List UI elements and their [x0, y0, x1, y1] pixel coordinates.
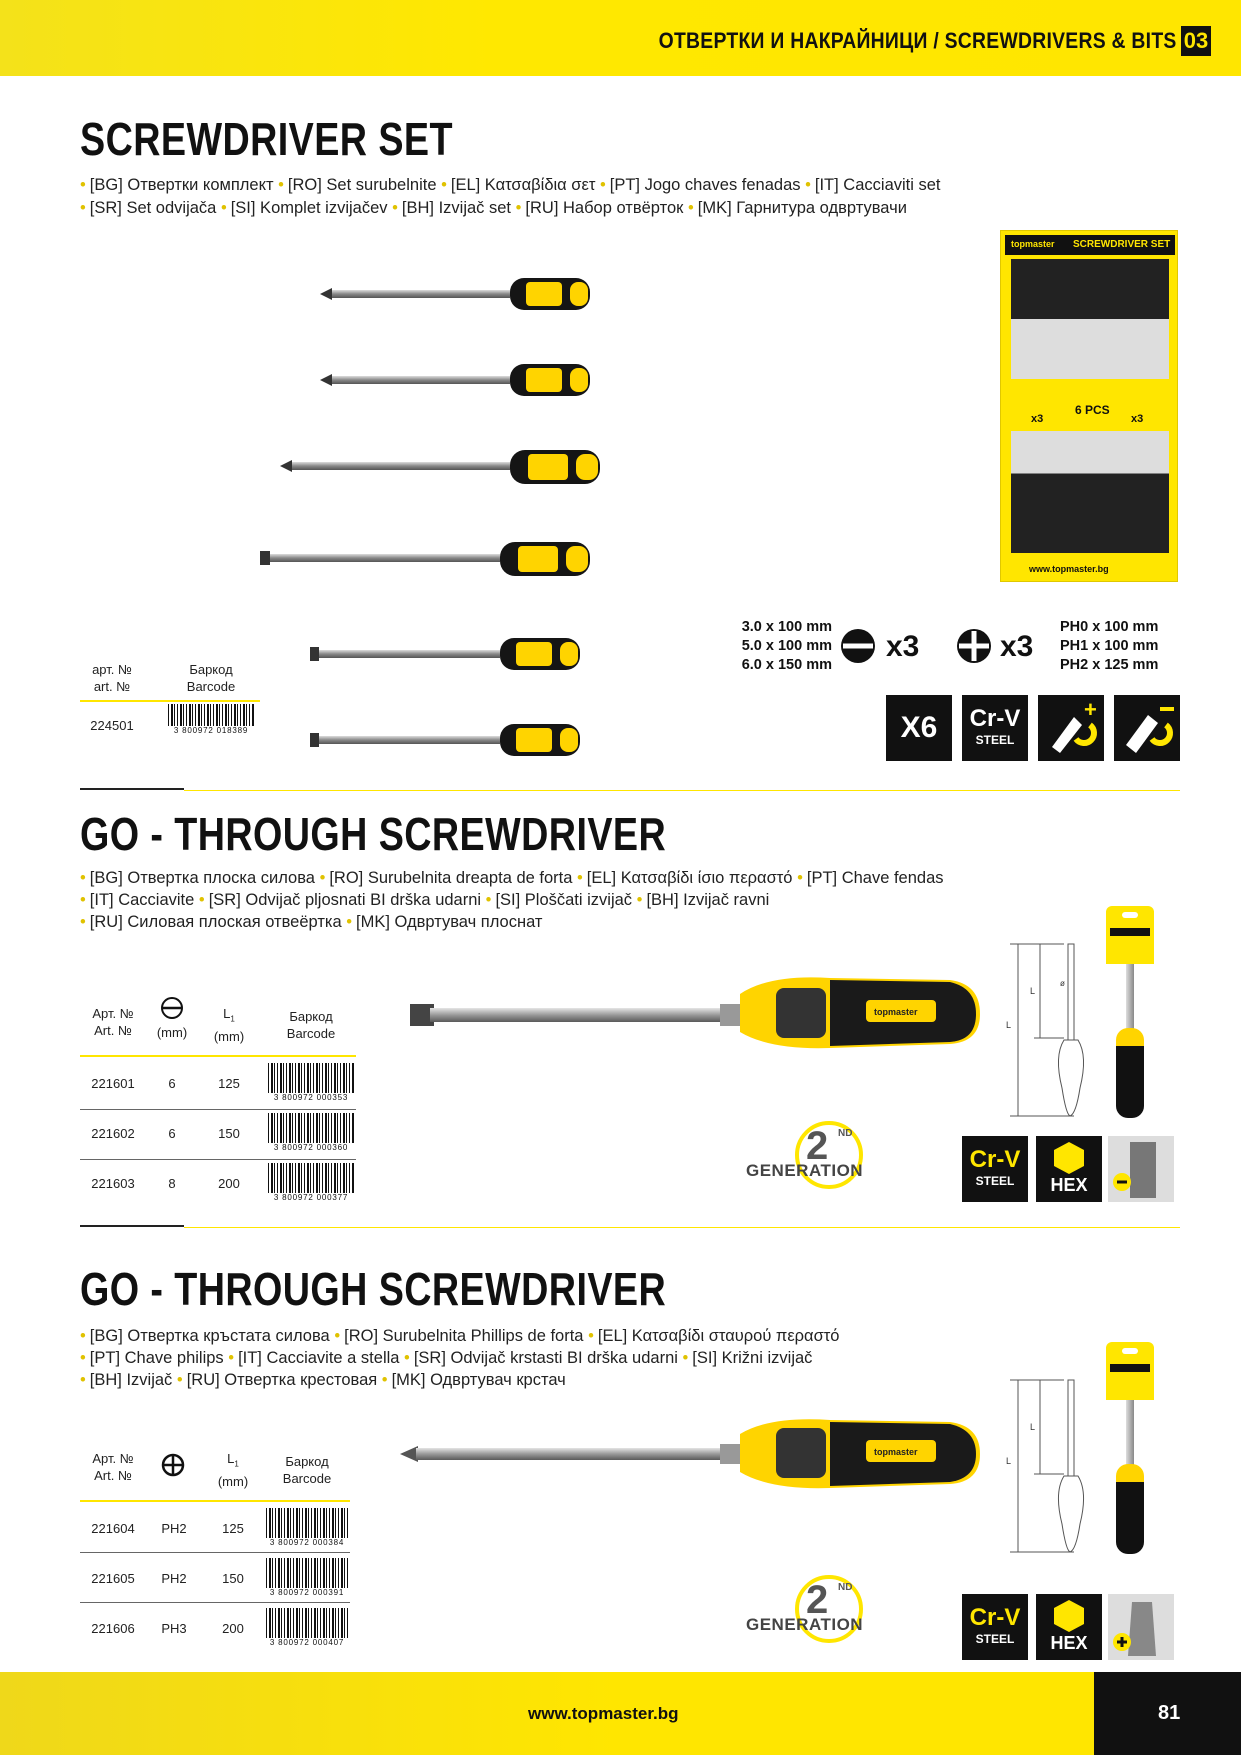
section3-translations-line3: • [BH] Izvijač • [RU] Отвертка крестовая • [MK] Одвртувач крстач [80, 1371, 566, 1389]
package-url: www.topmaster.bg [1029, 564, 1109, 574]
page-number: 81 [1158, 1702, 1181, 1724]
package-image [1000, 230, 1178, 582]
section3-title: GO - THROUGH SCREWDRIVER [80, 1263, 667, 1315]
dimension-diagram [1004, 938, 1104, 1120]
diagram-label-L: L [1006, 1020, 1012, 1030]
package-label: SCREWDRIVER SET [1073, 239, 1171, 250]
product-brand: topmaster [874, 1447, 918, 1457]
table2-barcode-header: Баркод Barcode [286, 1009, 336, 1041]
screwdriver-6 [310, 724, 580, 756]
table1-barcode-header: Баркод Barcode [186, 662, 236, 694]
section1-title: SCREWDRIVER SET [80, 113, 453, 165]
slotted-screwdriver-image [410, 966, 990, 1056]
svg-text:+: + [1084, 697, 1097, 722]
crv-steel-badge: Cr-V STEEL [962, 1136, 1028, 1202]
table3-length-header: $L_1$ (mm) [217, 1451, 249, 1489]
generation-logo: 2 ND GENERATION [746, 1120, 906, 1194]
table2-size-header: (mm) [152, 996, 192, 1041]
diagram-label-L: L [1006, 1456, 1012, 1466]
table2-row: 221601 6 125 3 800972 000353 [80, 1059, 356, 1105]
table2-row: 221602 6 150 3 800972 000360 [80, 1109, 356, 1155]
table1-row-barcode: 3 800972 018389 [166, 704, 256, 734]
slotted-size-icon [160, 996, 184, 1020]
table2-length-header: $L_1$ (mm) [213, 1006, 245, 1044]
crv-steel-badge: Cr-V STEEL [962, 1594, 1028, 1660]
package-pcs: 6 PCS [1075, 403, 1110, 417]
section1-translations-line1: • [BG] Отвертки комплект • [RO] Set surubelnite • [EL] Κατσαβίδια σετ • [PT] Jogo chaves fenadas • [IT] Cacciaviti set [80, 176, 941, 194]
hex-badge: HEX [1036, 1136, 1102, 1202]
hex-badge: HEX [1036, 1594, 1102, 1660]
dimension-diagram [1004, 1374, 1104, 1556]
table1-art-header: арт. № art. № [92, 662, 132, 694]
table3-art-header: Арт. № Art. № [92, 1451, 134, 1483]
magnetic-slotted-badge [1114, 695, 1180, 761]
section2-translations-line2: • [IT] Cacciavite • [SR] Odvijač pljosnati BI drška udarni • [SI] Ploščati izvijač • [BH] Izvijač ravni [80, 891, 770, 909]
screwdriver-4 [260, 542, 590, 576]
phillips-tip-badge [1108, 1594, 1174, 1660]
screwdriver-5 [310, 638, 580, 670]
hanging-package-image [1106, 1342, 1154, 1560]
header-title: ОТВЕРТКИ И НАКРАЙНИЦИ / SCREWDRIVERS & BITS [659, 28, 1177, 53]
diagram-label-L1: L [1030, 986, 1036, 996]
diagram-label-L1: L [1030, 1422, 1036, 1432]
section1-translations-line2: • [SR] Set odvijača • [SI] Komplet izvijačev • [BH] Izvijač set • [RU] Набор отвёрток • [MK] Гарнитура одвртувачи [80, 199, 907, 217]
table3-row: 221604 PH2 125 3 800972 000384 [80, 1504, 350, 1550]
table3-row: 221606 PH3 200 3 800972 000407 [80, 1604, 350, 1650]
section2-title: GO - THROUGH SCREWDRIVER [80, 808, 667, 860]
slotted-qty: x3 [886, 630, 920, 663]
table1-row-art: 224501 [90, 718, 134, 733]
screwdriver-2 [320, 364, 590, 396]
hanging-package-image [1106, 906, 1154, 1124]
specs-phillips: PH0 x 100 mm PH1 x 100 mm PH2 x 125 mm [1060, 619, 1159, 673]
section3-translations-line1: • [BG] Отвертка кръстата силова • [RO] Surubelnita Phillips de forta • [EL] Κατσαβίδι σταυρού περαστό [80, 1327, 840, 1345]
generation-logo: 2 ND GENERATION [746, 1574, 906, 1648]
package-brand: topmaster [1011, 239, 1055, 249]
phillips-tip-icon [956, 628, 992, 664]
section-number-badge: 03 [1181, 26, 1211, 56]
pieces-badge: X6 [886, 695, 952, 761]
screwdriver-set-image [250, 258, 655, 768]
section3-translations-line2: • [PT] Chave philips • [IT] Cacciavite a stella • [SR] Odvijač krstasti BI drška udarni • [SI] Križni izvijač [80, 1349, 813, 1367]
footer-url[interactable]: www.topmaster.bg [528, 1704, 679, 1723]
section2-translations-line1: • [BG] Отвертка плоска силова • [RO] Surubelnita dreapta de forta • [EL] Κατσαβίδι ίσιο περαστό • [PT] Chave fendas [80, 869, 944, 887]
table2-row: 221603 8 200 3 800972 000377 [80, 1159, 356, 1205]
package-right-qty: x3 [1131, 413, 1144, 425]
diagram-label-diameter: ø [1060, 979, 1065, 988]
specs-slotted: 3.0 x 100 mm 5.0 x 100 mm 6.0 x 150 mm [741, 619, 832, 673]
phillips-qty: x3 [1000, 630, 1034, 663]
table2-art-header: Арт. № Art. № [92, 1006, 134, 1038]
section2-translations-line3: • [RU] Силовая плоская отвеёртка • [MK] Одвртувач плоснат [80, 913, 543, 931]
slotted-tip-icon [840, 628, 876, 664]
screwdriver-1 [320, 278, 590, 310]
slotted-tip-badge [1108, 1136, 1174, 1202]
package-left-qty: x3 [1031, 413, 1044, 425]
table3-row: 221605 PH2 150 3 800972 000391 [80, 1554, 350, 1600]
table3-barcode-header: Баркод Barcode [282, 1454, 332, 1486]
phillips-size-icon [160, 1452, 186, 1478]
product-brand: topmaster [874, 1007, 918, 1017]
crv-steel-badge: Cr-V STEEL [962, 695, 1028, 761]
screwdriver-3 [280, 450, 600, 484]
phillips-screwdriver-image [400, 1410, 990, 1500]
magnetic-phillips-badge [1038, 695, 1104, 761]
